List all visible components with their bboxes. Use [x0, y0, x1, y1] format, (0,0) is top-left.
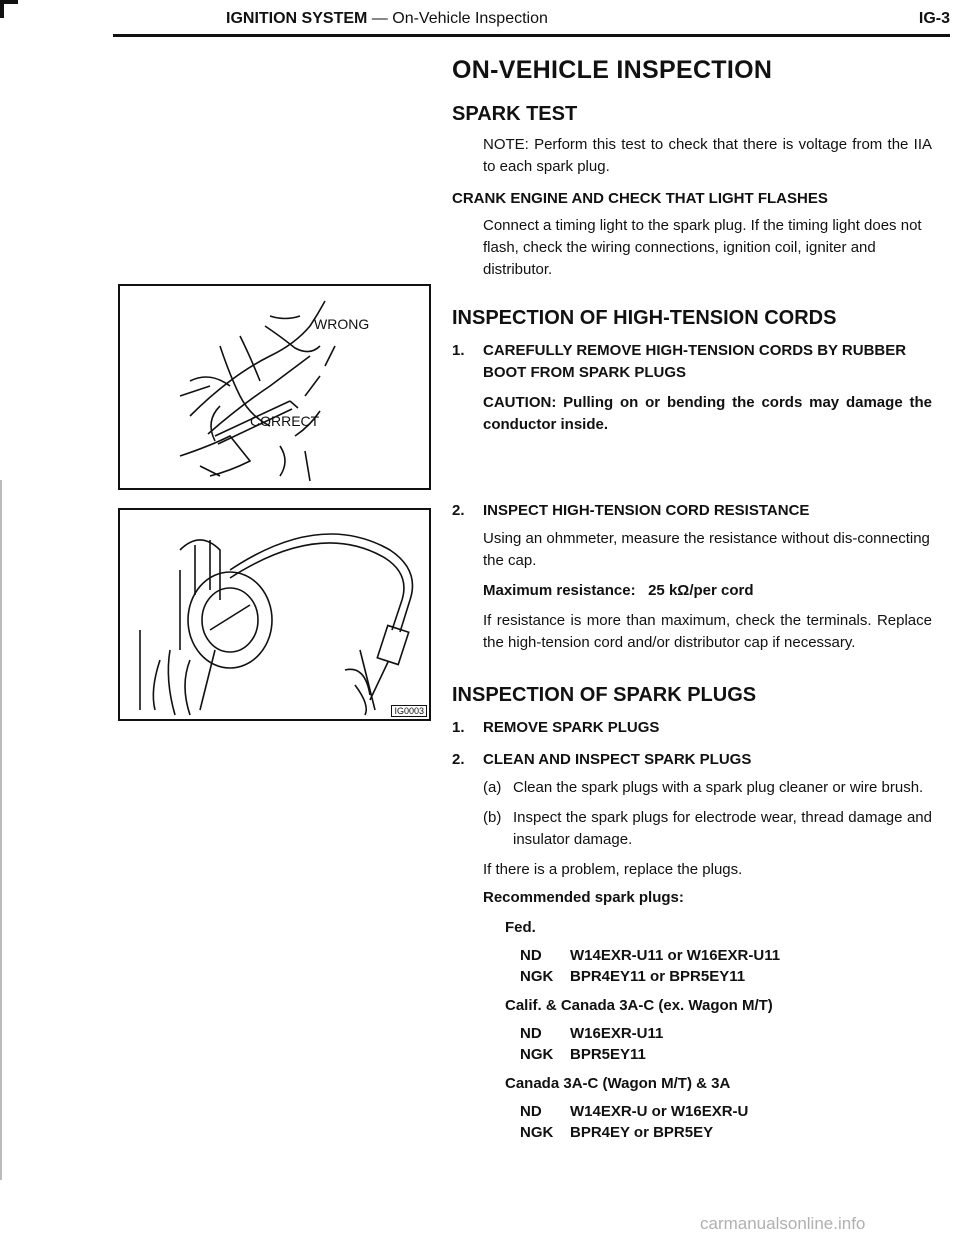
- plug-row-nd: [520, 1101, 932, 1122]
- step-number: 1.: [452, 342, 465, 359]
- step-number: 2.: [452, 502, 465, 519]
- page-number: IG-3: [918, 10, 950, 27]
- ohmmeter-distributor-illustration: [120, 510, 429, 719]
- plug-row-ngk: [520, 1122, 932, 1143]
- cords-step-2-after: If resistance is more than maximum, check the terminals. Replace the high-tension cord and/or distributor cap if necessary.: [483, 612, 932, 651]
- header-rule: [113, 34, 950, 37]
- label-wrong: WRONG: [314, 316, 370, 332]
- item-text: Clean the spark plugs with a spark plug cleaner or wire brush.: [513, 779, 924, 796]
- plug-brand: ND: [520, 947, 542, 964]
- plugs-problem: If there is a problem, replace the plugs.: [483, 861, 743, 878]
- max-resistance: [452, 580, 932, 602]
- plug-brand: ND: [520, 1103, 542, 1120]
- watermark: carmanualsonline.info: [700, 1214, 866, 1233]
- plugs-item-b: [452, 807, 932, 851]
- page-corner-mark: [0, 0, 18, 18]
- plug-row-ngk: [520, 1044, 932, 1065]
- spark-test-title: SPARK TEST: [452, 103, 578, 125]
- plug-models: W14EXR-U or W16EXR-U: [570, 1103, 749, 1120]
- plug-row-nd: [520, 1023, 932, 1044]
- plug-brand: NGK: [520, 1124, 554, 1141]
- scan-edge: [0, 480, 6, 1180]
- plug-models: BPR4EY or BPR5EY: [570, 1124, 714, 1141]
- cords-step-2: [452, 500, 932, 522]
- plug-models: BPR5EY11: [570, 1046, 646, 1063]
- plug-group-name: Fed.: [505, 919, 536, 936]
- header-section: IGNITION SYSTEM: [226, 10, 368, 27]
- label-correct: CORRECT: [250, 413, 320, 429]
- plug-group-calif: [452, 1023, 932, 1065]
- item-label: (a): [483, 779, 502, 796]
- cord-removal-illustration: [120, 286, 429, 488]
- crank-title: CRANK ENGINE AND CHECK THAT LIGHT FLASHES: [452, 190, 828, 207]
- plug-models: W14EXR-U11 or W16EXR-U11: [570, 947, 781, 964]
- plug-models: BPR4EY11 or BPR5EY11: [570, 968, 746, 985]
- max-resistance-value: 25 kΩ/per cord: [648, 582, 754, 599]
- step-title: REMOVE SPARK PLUGS: [483, 719, 660, 736]
- cords-title: INSPECTION OF HIGH-TENSION CORDS: [452, 307, 837, 329]
- plugs-step-2: [452, 749, 932, 771]
- figure-cord-resistance: [118, 508, 431, 721]
- plug-models: W16EXR-U11: [570, 1025, 664, 1042]
- plug-row-ngk: [520, 966, 932, 987]
- step-title: INSPECT HIGH-TENSION CORD RESISTANCE: [483, 502, 810, 519]
- figure-code: IG0003: [391, 705, 427, 717]
- plug-group-canada: [452, 1101, 932, 1143]
- plug-group-fed: [452, 945, 932, 987]
- cords-step-2-text: Using an ohmmeter, measure the resistance without dis-connecting the cap.: [483, 530, 930, 569]
- step-title: CAREFULLY REMOVE HIGH-TENSION CORDS BY RUBBER BOOT FROM SPARK PLUGS: [483, 342, 907, 381]
- max-resistance-label: Maximum resistance:: [483, 582, 636, 599]
- step-title: CLEAN AND INSPECT SPARK PLUGS: [483, 751, 752, 768]
- step-number: 2.: [452, 751, 465, 768]
- spark-test-note: NOTE: Perform this test to check that there is voltage from the IIA to each spark plug.: [483, 136, 932, 175]
- step-number: 1.: [452, 719, 465, 736]
- plug-group-name: Calif. & Canada 3A-C (ex. Wagon M/T): [505, 997, 773, 1014]
- plug-group-name: Canada 3A-C (Wagon M/T) & 3A: [505, 1075, 731, 1092]
- plugs-item-a: [452, 777, 932, 799]
- plug-row-nd: [520, 945, 932, 966]
- page-header: [226, 10, 950, 34]
- cords-step-1: [452, 340, 932, 384]
- header-title: [226, 10, 548, 28]
- main-column: [452, 56, 932, 1143]
- header-separator: —: [371, 10, 388, 27]
- cords-caution: CAUTION: Pulling on or bending the cords may damage the conductor inside.: [483, 394, 932, 433]
- header-subsection: On-Vehicle Inspection: [392, 10, 548, 27]
- plugs-step-1: [452, 717, 932, 739]
- item-text: Inspect the spark plugs for electrode wear, thread damage and insulator damage.: [513, 809, 932, 848]
- figure-cord-removal: [118, 284, 431, 490]
- main-title: ON-VEHICLE INSPECTION: [452, 56, 773, 84]
- plugs-title: INSPECTION OF SPARK PLUGS: [452, 684, 757, 706]
- crank-text: Connect a timing light to the spark plug. If the timing light does not flash, check the wiring connections, ignition coil, igniter and distributor.: [483, 217, 922, 278]
- plug-brand: NGK: [520, 968, 554, 985]
- plug-brand: NGK: [520, 1046, 554, 1063]
- item-label: (b): [483, 809, 502, 826]
- plug-brand: ND: [520, 1025, 542, 1042]
- recommended-plugs: Recommended spark plugs:: [483, 889, 684, 906]
